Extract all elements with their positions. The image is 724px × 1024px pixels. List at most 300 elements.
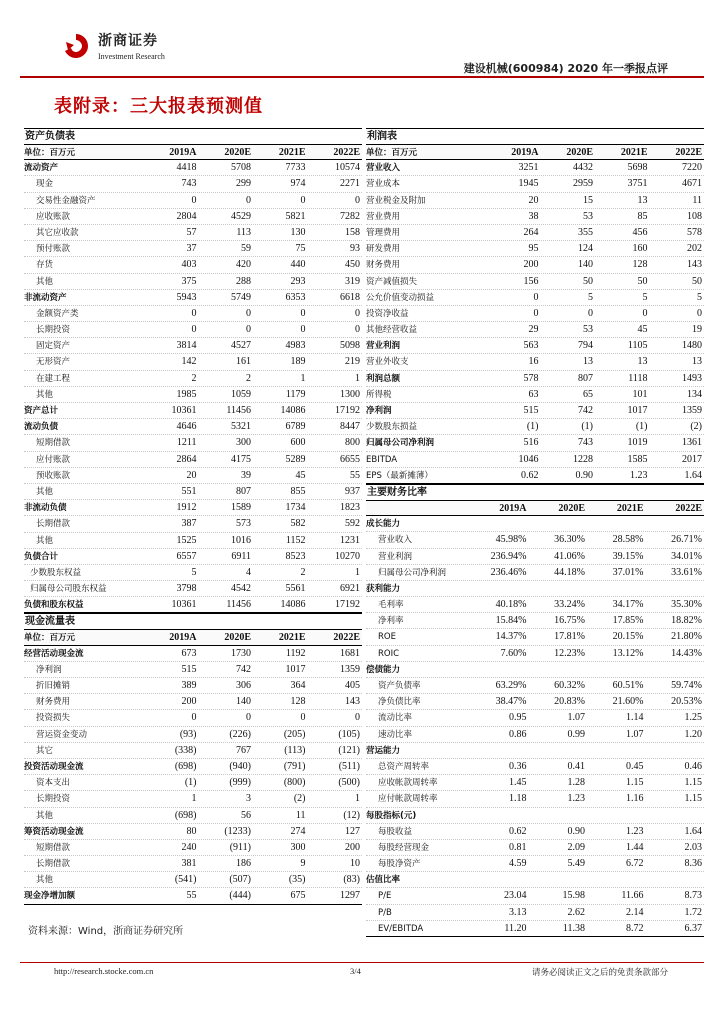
table-row: [366, 678, 704, 694]
row-label: 长期借款: [36, 859, 71, 870]
table-row: [24, 743, 362, 759]
table-row: [366, 872, 704, 888]
row-value: 1: [300, 372, 306, 384]
row-value: [646, 516, 705, 531]
row-value: 516: [523, 437, 539, 449]
row-value: 456: [632, 226, 648, 238]
row-value: (226): [229, 728, 251, 740]
row-value: 0: [300, 324, 306, 336]
unit-label: 单位：百万元: [366, 148, 418, 158]
row-label: 其他经营收益: [366, 325, 418, 336]
row-label: 偿债能力: [366, 664, 401, 675]
row-value: 50: [583, 275, 593, 287]
row-value: 1.15: [626, 777, 644, 789]
row-value: 2864: [176, 453, 197, 465]
table-row: [366, 710, 704, 726]
row-value: 515: [181, 663, 197, 675]
table-row: [366, 759, 704, 775]
row-label: P/B: [378, 907, 392, 918]
row-label: 投资净收益: [366, 308, 409, 319]
row-value: 10270: [335, 550, 360, 562]
year-header: 2022E: [675, 147, 702, 158]
table-row: [24, 468, 362, 484]
row-value: [470, 808, 529, 823]
row-value: 403: [181, 259, 197, 271]
row-value: 0: [533, 291, 539, 303]
row-value: 60.32%: [554, 680, 585, 691]
data-source-note: 资料来源：Wind，浙商证券研究所: [28, 926, 184, 937]
row-value: 12.23%: [554, 647, 585, 659]
row-label: 流动资产: [24, 163, 59, 174]
row-value: 14086: [280, 405, 306, 416]
row-value: 573: [236, 518, 251, 530]
table-row: [24, 274, 362, 290]
row-value: 128: [290, 696, 306, 708]
row-value: (698): [174, 809, 197, 821]
table-row: [24, 176, 362, 192]
table-row: [366, 921, 704, 937]
row-label: EPS（最新摊薄）: [366, 470, 433, 481]
row-value: 0: [191, 194, 197, 206]
row-value: 937: [345, 485, 360, 497]
row-value: 17.85%: [612, 615, 644, 627]
table-row: [24, 241, 362, 257]
row-label: 每股收益: [378, 826, 413, 837]
row-value: 11.66: [621, 890, 644, 902]
table-row: [24, 549, 362, 565]
row-label: 筹资活动现金流: [24, 826, 84, 837]
row-value: 1231: [340, 534, 360, 546]
row-value: 2.62: [567, 906, 585, 918]
row-value: [470, 516, 529, 531]
row-value: 13: [692, 356, 702, 368]
row-value: 274: [290, 825, 306, 837]
row-value: 36.30%: [554, 534, 585, 546]
row-value: 1985: [176, 388, 197, 400]
row-value: 1046: [518, 453, 539, 465]
row-value: 1359: [340, 663, 360, 675]
balance-sheet-table: [24, 128, 362, 613]
row-value: 37: [186, 243, 197, 255]
row-value: (911): [229, 841, 251, 853]
row-value: 0.62: [509, 825, 527, 837]
row-value: 20.15%: [612, 631, 644, 643]
row-value: 1016: [231, 534, 251, 546]
row-label: 负债和股东权益: [24, 600, 84, 611]
row-label: 成长能力: [366, 519, 401, 530]
row-value: 1.07: [626, 728, 644, 740]
table-row: [366, 241, 704, 257]
row-value: 95: [528, 243, 539, 255]
row-value: 1297: [340, 890, 360, 902]
row-value: 1.64: [684, 469, 702, 481]
row-value: 219: [345, 356, 360, 368]
row-value: 1525: [176, 534, 197, 546]
row-value: [587, 872, 646, 887]
row-value: 6618: [340, 291, 360, 303]
table-row: [24, 694, 362, 710]
row-value: 1152: [285, 534, 306, 546]
row-value: 578: [687, 226, 702, 238]
row-value: 4175: [231, 453, 251, 465]
row-value: 306: [236, 680, 251, 691]
row-value: 15.98: [562, 890, 585, 902]
table-row: [24, 338, 362, 354]
row-value: 387: [181, 518, 197, 530]
row-label: 应收账款: [36, 211, 71, 222]
row-value: 1179: [285, 388, 306, 400]
row-label: 存货: [36, 260, 54, 271]
row-value: 21.80%: [671, 631, 702, 643]
row-value: 2: [191, 372, 197, 384]
row-value: 85: [637, 210, 648, 222]
row-value: 592: [345, 518, 360, 530]
row-value: 34.01%: [671, 550, 702, 562]
row-value: 800: [345, 437, 360, 449]
row-label: 负债合计: [24, 551, 59, 562]
row-value: (940): [229, 760, 251, 772]
row-label: 每股经营现金: [378, 842, 430, 853]
row-value: 6353: [285, 291, 306, 303]
row-label: 归属母公司净利润: [366, 438, 435, 449]
row-label: 短期借款: [36, 842, 71, 853]
row-value: 5561: [285, 583, 306, 595]
row-value: (791): [283, 760, 306, 772]
row-value: (1): [635, 421, 648, 433]
row-value: 134: [687, 388, 702, 400]
row-label: 少数股东损益: [366, 422, 418, 433]
row-value: 855: [290, 485, 306, 497]
table-title: 资产负债表: [24, 128, 362, 144]
row-label: 短期借款: [36, 438, 71, 449]
row-value: 551: [181, 485, 197, 497]
row-value: 7.60%: [500, 647, 527, 659]
row-value: 140: [578, 259, 593, 271]
row-label: EV/EBITDA: [378, 923, 424, 934]
row-value: 2: [300, 566, 306, 578]
table-row: [366, 791, 704, 807]
row-value: 38: [528, 210, 539, 222]
table-row: [24, 646, 362, 662]
row-value: 4646: [176, 421, 197, 433]
income-statement-table: [366, 128, 704, 484]
row-value: 160: [632, 243, 648, 255]
row-value: 65: [583, 388, 593, 400]
row-label: 估值比率: [366, 875, 401, 886]
year-header: 2019A: [511, 147, 539, 158]
row-label: 获利能力: [366, 583, 401, 594]
row-value: [587, 516, 646, 531]
table-row: [24, 306, 362, 322]
table-row: [24, 662, 362, 678]
row-value: (511): [338, 760, 360, 772]
row-value: 39.15%: [612, 550, 644, 562]
row-value: 11.20: [504, 922, 527, 934]
table-row: [366, 808, 704, 824]
table-row: [24, 435, 362, 451]
left-column: [24, 128, 362, 905]
row-label: 流动负债: [24, 422, 59, 433]
row-value: 1: [355, 372, 360, 384]
row-value: 1.18: [509, 793, 527, 805]
row-value: 5: [697, 291, 702, 303]
row-value: 420: [236, 259, 251, 271]
row-value: 11456: [226, 405, 251, 416]
row-value: 0.86: [509, 728, 527, 740]
table-row: [366, 338, 704, 354]
row-value: 17.81%: [554, 631, 585, 643]
brand-logo-icon: [62, 32, 90, 60]
row-label: 营业成本: [366, 179, 401, 190]
row-value: 355: [578, 226, 593, 238]
table-row: [366, 193, 704, 209]
row-value: 21.60%: [612, 696, 644, 708]
table-row: [366, 775, 704, 791]
row-label: 研发费用: [366, 244, 401, 255]
footer-url: http://research.stocke.com.cn: [54, 966, 154, 976]
row-value: 440: [290, 259, 306, 271]
row-label: 归属母公司净利润: [378, 567, 447, 578]
row-value: [470, 662, 529, 677]
row-value: 236.94%: [490, 550, 527, 562]
row-value: 5289: [285, 453, 306, 465]
row-value: 17192: [335, 405, 360, 416]
row-value: 0: [588, 307, 593, 319]
row-value: 1211: [176, 437, 197, 449]
table-row: [24, 824, 362, 840]
row-label: 营运资金变动: [36, 729, 88, 740]
row-value: [470, 743, 529, 758]
row-value: 1681: [340, 647, 360, 659]
table-row: [24, 533, 362, 549]
row-value: 14.43%: [671, 647, 702, 659]
row-value: 1.15: [684, 777, 702, 789]
brand-logo: [62, 30, 202, 70]
right-column: [366, 128, 704, 937]
row-value: (1): [581, 421, 593, 433]
row-value: 2.14: [626, 906, 644, 918]
table-row: [24, 387, 362, 403]
row-value: 0.99: [567, 728, 585, 740]
row-label: 流动比率: [378, 713, 413, 724]
table-row: [366, 306, 704, 322]
row-value: 1.72: [684, 906, 702, 918]
row-label: 固定资产: [36, 341, 71, 352]
row-value: 319: [345, 275, 360, 287]
row-value: 1019: [627, 437, 648, 449]
financial-ratios-table: [366, 484, 704, 937]
row-value: 108: [687, 210, 702, 222]
brand-name-cn: 浙商证券: [98, 33, 158, 49]
row-value: 41.06%: [554, 550, 585, 562]
row-value: [529, 808, 588, 823]
year-header: 2021E: [620, 147, 648, 158]
row-value: 20: [528, 194, 539, 206]
row-value: 3.13: [509, 906, 527, 918]
table-row: [24, 808, 362, 824]
row-value: 1823: [340, 502, 360, 514]
row-value: 0: [300, 307, 306, 319]
table-row: [366, 160, 704, 176]
row-value: 2.09: [567, 841, 585, 853]
row-label: 现金: [36, 179, 54, 190]
row-value: 6921: [340, 583, 360, 595]
row-value: 1.14: [626, 712, 644, 724]
table-row: [24, 872, 362, 888]
table-row: [366, 629, 704, 645]
row-value: 578: [523, 372, 539, 384]
row-label: 投资损失: [36, 713, 71, 724]
table-row: [366, 176, 704, 192]
row-value: (1233): [224, 825, 251, 837]
table-row: [24, 565, 362, 581]
row-value: 10574: [335, 162, 360, 174]
year-header: 2019A: [499, 502, 527, 514]
table-row: [366, 824, 704, 840]
page-title: 表附录：三大报表预测值: [54, 96, 263, 117]
row-label: 速动比率: [378, 729, 413, 740]
table-row: [24, 775, 362, 791]
page-header: [0, 0, 724, 80]
row-value: 13: [637, 356, 648, 368]
row-value: 3: [246, 793, 251, 805]
row-value: 33.61%: [671, 566, 702, 578]
row-value: 1.45: [509, 777, 527, 789]
row-label: 交易性金融资产: [36, 195, 96, 206]
row-label: 营业利润: [366, 341, 401, 352]
row-value: 1.44: [626, 841, 644, 853]
table-row: [366, 468, 704, 484]
row-value: 381: [181, 858, 197, 870]
row-value: 0: [355, 307, 360, 319]
row-value: 55: [186, 890, 197, 902]
row-value: 128: [632, 259, 648, 271]
row-value: 1: [355, 566, 360, 578]
row-label: 应付账款: [36, 454, 71, 465]
row-label: 其它应收款: [36, 227, 79, 238]
row-value: 364: [290, 680, 306, 691]
row-value: 50: [637, 275, 648, 287]
row-label: 总资产周转率: [378, 761, 430, 772]
row-label: 其他: [36, 389, 54, 400]
row-value: 1118: [628, 372, 648, 384]
row-value: [529, 743, 588, 758]
table-row: [366, 840, 704, 856]
row-label: 每股净资产: [378, 859, 421, 870]
table-row: [24, 500, 362, 516]
row-value: 0: [300, 712, 306, 724]
table-row: [366, 322, 704, 338]
row-label: 金额资产类: [36, 308, 79, 319]
row-value: 0.90: [567, 825, 585, 837]
row-value: 19: [692, 324, 702, 336]
table-row: [366, 371, 704, 387]
unit-label: 单位：百万元: [24, 148, 76, 158]
row-value: 4529: [231, 210, 251, 222]
row-value: 1.20: [684, 728, 702, 740]
table-row: [366, 565, 704, 581]
row-value: 189: [290, 356, 306, 368]
row-value: 1.28: [567, 777, 585, 789]
row-value: 264: [523, 226, 539, 238]
table-row: [366, 856, 704, 872]
row-value: 0: [246, 712, 251, 724]
row-value: 300: [236, 437, 251, 449]
row-value: 1.64: [684, 825, 702, 837]
year-header: 2019A: [169, 147, 197, 158]
table-row: [366, 354, 704, 370]
row-value: [587, 808, 646, 823]
row-value: 113: [236, 226, 251, 238]
row-label: 资产负债率: [378, 681, 421, 691]
row-value: 4: [246, 566, 251, 578]
row-value: 202: [687, 243, 702, 255]
row-value: 4418: [176, 162, 197, 174]
row-value: 0.81: [509, 841, 527, 853]
row-value: [529, 662, 588, 677]
table-row: [24, 193, 362, 209]
table-row: [366, 387, 704, 403]
row-label: 营业收入: [366, 163, 401, 174]
table-row: [24, 209, 362, 225]
row-value: 236.46%: [490, 566, 527, 578]
row-label: 其他: [36, 276, 54, 287]
year-header: 2021E: [616, 502, 644, 514]
row-value: 156: [523, 275, 539, 287]
row-label: 长期投资: [36, 325, 71, 336]
row-value: 0: [355, 712, 360, 724]
row-value: 3251: [518, 162, 539, 174]
row-label: 预付账款: [36, 244, 71, 255]
row-label: 现金净增加额: [24, 891, 76, 902]
table-row: [366, 662, 704, 678]
row-value: 33.24%: [554, 599, 585, 611]
row-value: 1300: [340, 388, 360, 400]
row-value: 2804: [176, 210, 197, 222]
row-value: 1493: [682, 372, 702, 384]
row-value: 0.46: [684, 760, 702, 772]
row-value: (500): [338, 777, 360, 789]
row-label: 净负债比率: [378, 697, 421, 708]
row-value: 8.72: [626, 922, 644, 934]
table-title: 主要财务比率: [366, 484, 704, 500]
row-value: [529, 516, 588, 531]
row-value: 93: [350, 243, 360, 255]
year-header: 2022E: [333, 147, 360, 158]
table-row: [366, 597, 704, 613]
row-value: 8447: [340, 421, 360, 433]
table-row: [366, 905, 704, 921]
table-row: [366, 694, 704, 710]
table-row: [24, 290, 362, 306]
row-value: 1192: [285, 647, 306, 659]
row-value: [470, 581, 529, 596]
row-value: 6.37: [684, 922, 702, 934]
table-header-row: [366, 144, 704, 160]
year-header: 2022E: [675, 502, 702, 514]
row-value: 5943: [176, 291, 197, 303]
row-value: 3814: [176, 340, 197, 352]
row-value: 186: [236, 858, 251, 870]
row-label: 财务费用: [36, 697, 71, 708]
row-value: 7220: [682, 162, 702, 174]
row-value: (444): [229, 890, 251, 902]
table-row: [24, 516, 362, 532]
row-value: 288: [236, 275, 251, 287]
row-value: 807: [236, 485, 251, 497]
row-value: 0.41: [567, 760, 585, 772]
row-label: 利润总额: [366, 373, 401, 384]
